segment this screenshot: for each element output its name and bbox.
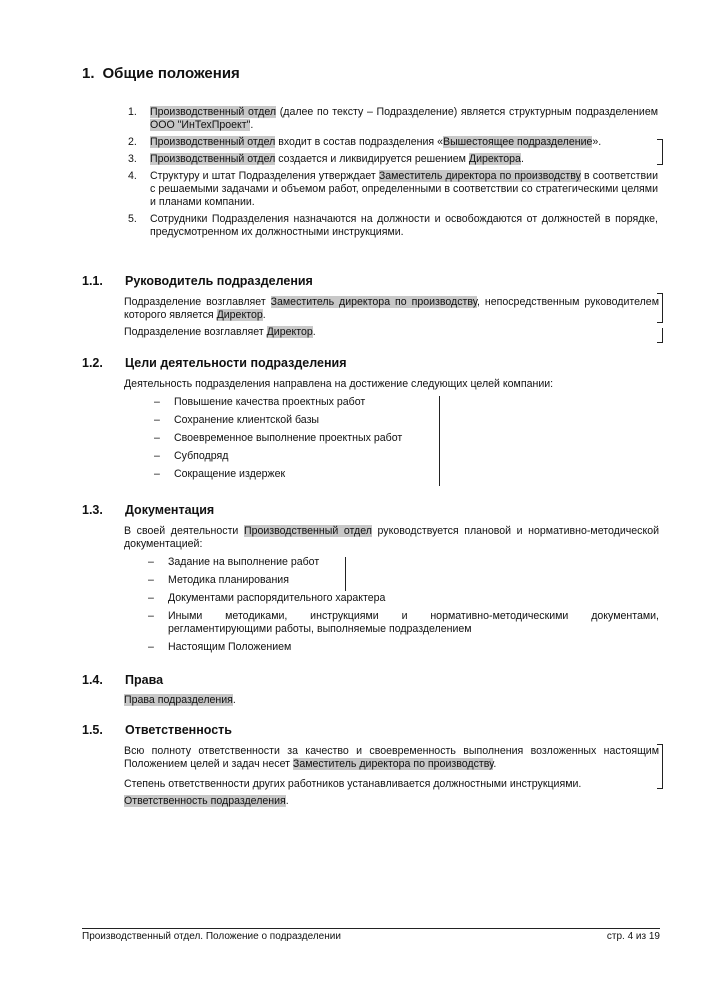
highlighted-field: Заместитель директора по производству [378,170,581,182]
list-item: – Методика планирования [146,574,659,587]
footer-title: Производственный отдел. Положение о подразделении [82,931,341,942]
highlighted-field: Производственный отдел [150,106,277,118]
paragraph: Всю полноту ответственности за качество и своевременность выполнения возложенных настоящим Положением целей и задач несет Заместитель директора по производству. [124,745,659,770]
change-bar [345,557,346,591]
goals-list [152,396,442,486]
highlighted-field: Производственный отдел [150,136,276,148]
heading-number: 1. [82,65,95,82]
change-bar [657,139,663,165]
list-item: – Задание на выполнение работ [146,556,659,569]
list-item: – Своевременное выполнение проектных работ [152,432,442,450]
paragraph: Ответственность подразделения. [124,795,289,807]
change-bar [657,293,663,323]
section-heading-1-2: 1.2. Цели деятельности подразделения [82,356,347,370]
section-heading-1-4: 1.4. Права [82,673,164,687]
highlighted-field: Директор [266,326,313,338]
list-item: 4. Структуру и штат Подразделения утверждает Заместитель директора по производству в соответствии с решаемыми задачами и объемом работ, определенными в соответствии со стратегическими целями и планами компании. [128,170,658,208]
list-item: – Сохранение клиентской базы [152,414,442,432]
paragraph: Права подразделения. [124,694,236,706]
general-provisions-list [128,106,658,243]
highlighted-field: Производственный отдел [150,153,276,165]
list-item: – Документами распорядительного характера [146,592,659,605]
documentation-list [146,556,659,659]
highlighted-field: Директора [468,153,521,165]
highlighted-field: Заместитель директора по производству [292,758,494,770]
highlighted-field: Производственный отдел [243,525,372,537]
list-item: 2. Производственный отдел входит в состав подразделения «Вышестоящее подразделение». [128,136,602,148]
change-bar [657,328,663,343]
list-item: 1. Производственный отдел (далее по тексту – Подразделение) является структурным подразделением ООО "ИнТехПроект". [128,106,659,131]
highlighted-field: Заместитель директора по производству [270,296,478,308]
section-heading-1-3: 1.3. Документация [82,503,215,517]
page-number: стр. 4 из 19 [606,931,660,942]
section-heading-1-1: 1.1. Руководитель подразделения [82,274,313,288]
list-item: – Повышение качества проектных работ [152,396,442,414]
heading-title: Общие положения [102,65,240,82]
highlighted-field: Вышестоящее подразделение [443,136,593,148]
list-item: 5. Сотрудники Подразделения назначаются на должности и освобождаются от должностей в порядке, предусмотренном их должностными инструкциями. [128,213,658,238]
highlighted-field: ООО "ИнТехПроект" [150,119,251,131]
paragraph: В своей деятельности Производственный отдел руководствуется плановой и нормативно-методической документацией: [124,525,660,550]
highlighted-field: Права подразделения [124,694,233,706]
highlighted-field: Директор [216,309,263,321]
list-item: – Настоящим Положением [146,641,659,654]
list-item: – Субподряд [152,450,442,468]
change-bar [657,744,663,789]
paragraph: Подразделение возглавляет Директор. [124,326,316,338]
list-item: – Иными методиками, инструкциями и нормативно-методическими документами, регламентирующими работы, выполняемые подразделением [146,610,659,636]
highlighted-field: Ответственность подразделения [124,795,286,807]
footer-rule [82,928,660,929]
paragraph: Деятельность подразделения направлена на достижение следующих целей компании: [124,378,554,390]
paragraph: Степень ответственности других работников устанавливается должностными инструкциями. [124,778,582,790]
paragraph: Подразделение возглавляет Заместитель директора по производству, непосредственным руководителем которого является Директор. [124,296,659,321]
section-heading-1 [82,65,240,83]
list-item: 3. Производственный отдел создается и ликвидируется решением Директора. [128,153,524,165]
section-heading-1-5: 1.5. Ответственность [82,723,232,737]
change-bar [439,396,440,486]
list-item: – Сокращение издержек [152,468,442,486]
